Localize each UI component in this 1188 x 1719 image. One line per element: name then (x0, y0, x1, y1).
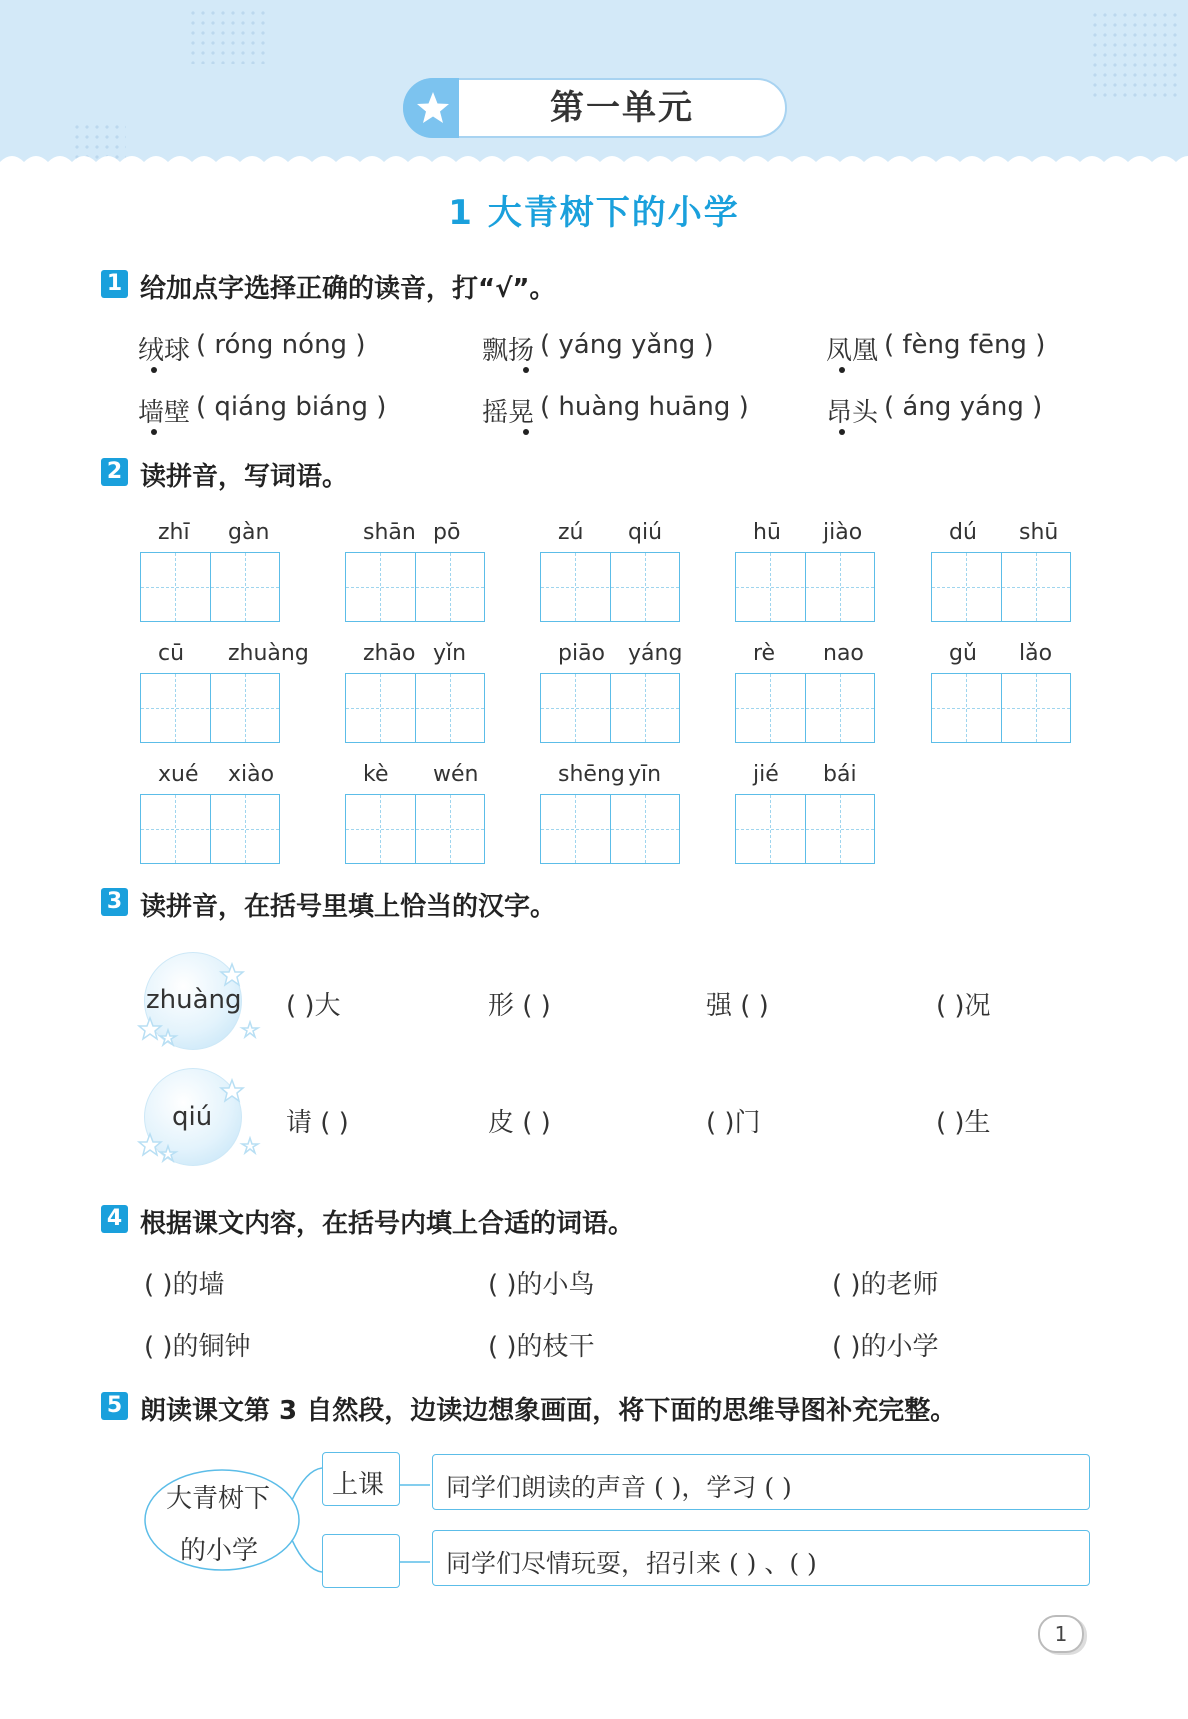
q1-word: 昂头 (826, 398, 879, 428)
pinyin-label: shū (1019, 520, 1059, 545)
q1-options: ( qiáng biáng ) (196, 392, 387, 422)
writing-grid[interactable] (931, 673, 1071, 743)
pinyin-label: piāo (558, 641, 606, 666)
q4-item: ( )的墙 (144, 1270, 225, 1300)
pinyin-label: zhuàng (228, 641, 309, 666)
q4-item: ( )的小鸟 (488, 1270, 595, 1300)
question-title: 朗读课文第 3 自然段，边读边想象画面，将下面的思维导图补充完整。 (140, 1396, 957, 1426)
pinyin-label: xué (158, 762, 199, 787)
writing-grid[interactable] (540, 552, 680, 622)
pinyin-label: gǔ (949, 641, 977, 666)
pinyin-label: yáng (628, 641, 683, 666)
writing-grid[interactable] (140, 794, 280, 864)
header-wave (0, 150, 1188, 190)
writing-grid[interactable] (140, 673, 280, 743)
writing-grid[interactable] (931, 552, 1071, 622)
pinyin-label: zhāo (363, 641, 416, 666)
moon-pinyin: qiú (172, 1102, 213, 1132)
question-number: 3 (101, 888, 128, 916)
pinyin-label: kè (363, 762, 389, 787)
pinyin-label: qiú (628, 520, 663, 545)
pinyin-label: xiào (228, 762, 275, 787)
moon-pinyin: zhuàng (146, 985, 242, 1015)
q1-word: 摇晃 (482, 398, 535, 428)
pinyin-label: pō (433, 520, 461, 545)
emphasis-dot (151, 429, 157, 435)
emphasis-dot (523, 429, 529, 435)
question-number: 4 (101, 1205, 128, 1233)
q4-item: ( )的老师 (832, 1270, 939, 1300)
q1-options: ( áng yáng ) (884, 392, 1043, 422)
q1-options: ( yáng yǎng ) (540, 330, 714, 360)
mind-map-branch-box-empty[interactable] (322, 1534, 400, 1588)
pinyin-label: wén (433, 762, 479, 787)
emphasis-dot (839, 367, 845, 373)
q4-item: ( )的小学 (832, 1332, 939, 1362)
pinyin-label: shān (363, 520, 416, 545)
pinyin-label: hū (753, 520, 781, 545)
pinyin-label: rè (753, 641, 776, 666)
q1-word: 绒球 (138, 336, 191, 366)
q3-item: ( )况 (936, 991, 991, 1021)
pinyin-label: zú (558, 520, 584, 545)
q1-word: 墙壁 (138, 398, 191, 428)
emphasis-dot (151, 367, 157, 373)
pinyin-label: lǎo (1019, 641, 1053, 666)
q3-item: 强 ( ) (706, 991, 769, 1021)
q1-word: 飘扬 (482, 336, 535, 366)
mind-map-center-line2: 的小学 (180, 1536, 259, 1566)
q3-item: 请 ( ) (286, 1108, 349, 1138)
pinyin-label: nao (823, 641, 864, 666)
q3-item: ( )生 (936, 1108, 991, 1138)
pinyin-label: yīn (628, 762, 662, 787)
question-title: 根据课文内容，在括号内填上合适的词语。 (140, 1209, 635, 1239)
pinyin-label: shēng (558, 762, 625, 787)
q4-item: ( )的枝干 (488, 1332, 595, 1362)
q3-item: ( )门 (706, 1108, 761, 1138)
emphasis-dot (523, 367, 529, 373)
question-number: 2 (101, 458, 128, 486)
pinyin-label: gàn (228, 520, 270, 545)
pinyin-label: bái (823, 762, 857, 787)
mind-map-center-line1: 大青树下 (166, 1484, 271, 1514)
pinyin-label: cū (158, 641, 185, 666)
unit-star-box (403, 78, 459, 138)
q1-options: ( huàng huāng ) (540, 392, 749, 422)
question-number: 5 (101, 1392, 128, 1420)
decor-dots (1090, 10, 1180, 100)
question-title: 读拼音，写词语。 (140, 462, 349, 492)
q1-options: ( róng nóng ) (196, 330, 366, 360)
question-number: 1 (101, 270, 128, 298)
pinyin-label: jiào (823, 520, 863, 545)
writing-grid[interactable] (345, 673, 485, 743)
unit-title: 第一单元 (550, 88, 694, 128)
mind-map-detail-line: 同学们朗读的声音 ( )，学习 ( ) (446, 1473, 792, 1502)
writing-grid[interactable] (140, 552, 280, 622)
star-icon (403, 78, 459, 138)
pinyin-label: jié (753, 762, 779, 787)
writing-grid[interactable] (540, 673, 680, 743)
writing-grid[interactable] (345, 794, 485, 864)
mind-map-detail-line: 同学们尽情玩耍，招引来 ( ) 、( ) (446, 1549, 817, 1578)
question-title: 给加点字选择正确的读音，打“√”。 (140, 274, 556, 304)
decor-dots (188, 8, 268, 64)
writing-grid[interactable] (735, 794, 875, 864)
q3-item: ( )大 (286, 991, 341, 1021)
q3-item: 皮 ( ) (488, 1108, 551, 1138)
emphasis-dot (839, 429, 845, 435)
page-number: 1 (1038, 1615, 1084, 1653)
writing-grid[interactable] (540, 794, 680, 864)
q1-word: 凤凰 (826, 336, 879, 366)
writing-grid[interactable] (735, 552, 875, 622)
lesson-title: 1 大青树下的小学 (448, 193, 740, 233)
pinyin-label: dú (949, 520, 977, 545)
pinyin-label: yǐn (433, 641, 467, 666)
writing-grid[interactable] (735, 673, 875, 743)
question-title: 读拼音，在括号里填上恰当的汉字。 (140, 892, 557, 922)
q3-item: 形 ( ) (488, 991, 551, 1021)
pinyin-label: zhī (158, 520, 190, 545)
mind-map-branch-label: 上课 (332, 1470, 385, 1500)
writing-grid[interactable] (345, 552, 485, 622)
q4-item: ( )的铜钟 (144, 1332, 251, 1362)
q1-options: ( fèng fēng ) (884, 330, 1046, 360)
